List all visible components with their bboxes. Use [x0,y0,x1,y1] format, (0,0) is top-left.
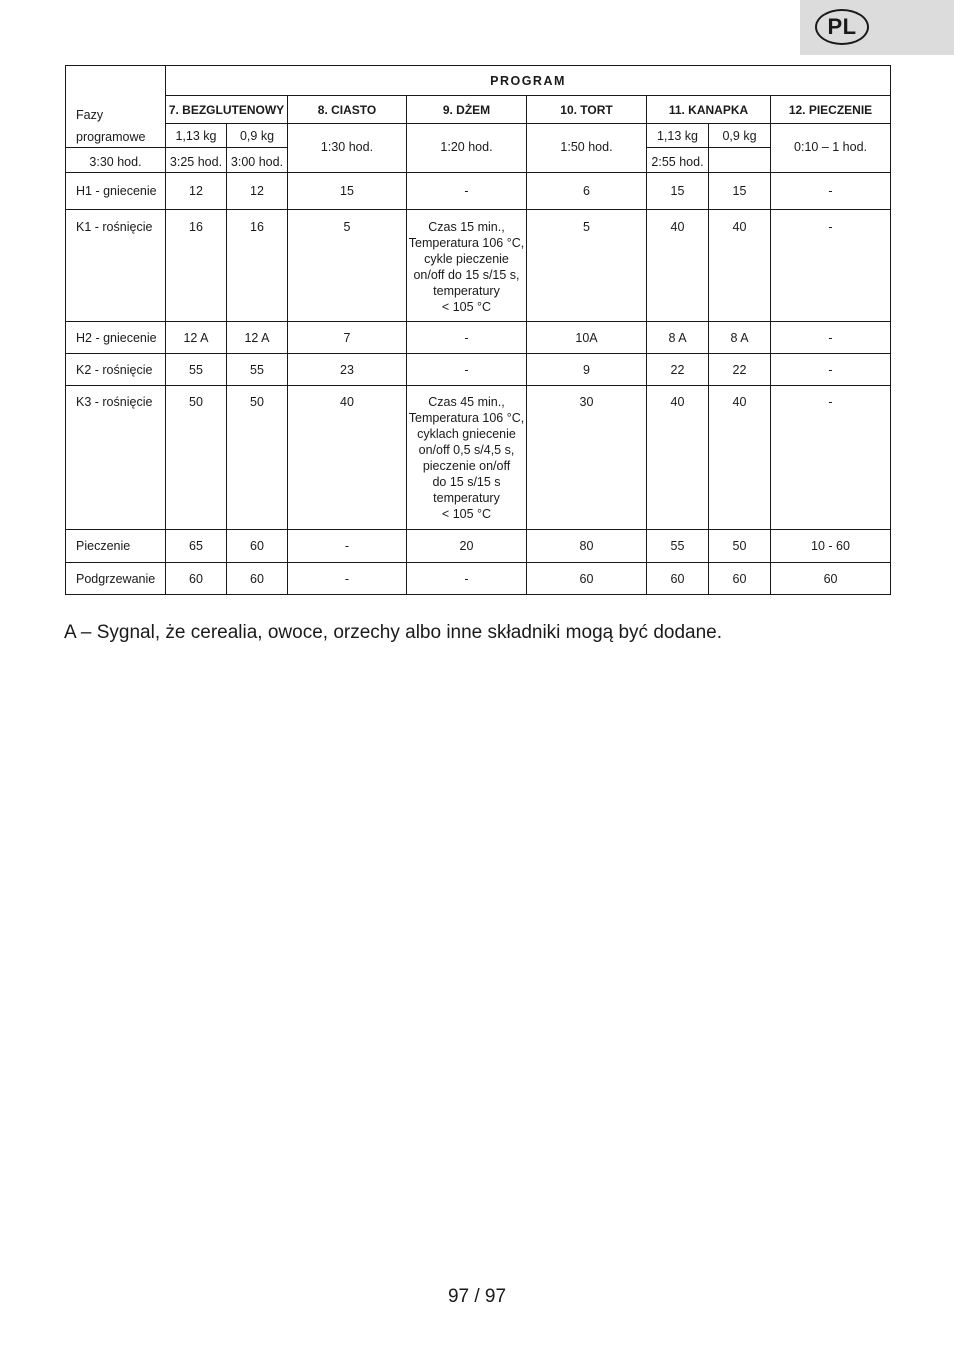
table-cell: 9 [527,354,647,386]
table-cell: 60 [771,563,891,595]
table-cell: 12 [166,173,227,210]
row-label: H1 - gniecenie [66,173,166,210]
table-cell: 15 [288,173,407,210]
table-cell: 15 [647,173,709,210]
table-cell: 40 [709,386,771,530]
table-cell: 60 [709,563,771,595]
table-cell: - [771,173,891,210]
table-cell: 10 - 60 [771,530,891,563]
duration-cell: 1:20 hod. [407,124,527,173]
table-row [66,173,891,210]
table-cell: 12 [227,173,288,210]
row-label: Pieczenie [66,530,166,563]
table-row [66,322,891,354]
multiline-text: Czas 15 min., Temperatura 106 °C, cykle pieczenie on/off do 15 s/15 s, temperatury < 105 °C [408,220,525,314]
duration-cell: 1:50 hod. [527,124,647,173]
language-badge: PL [815,9,869,45]
table-cell: 30 [527,386,647,530]
table-row [66,530,891,563]
table-cell: - [407,563,527,595]
duration-cell: 3:30 hod. [66,148,166,173]
table-cell: 40 [709,210,771,322]
row-label: Podgrzewanie [66,563,166,595]
weight-cell: 1,13 kg [647,124,709,148]
table-cell: - [771,210,891,322]
table-row [66,354,891,386]
phase-label-cell [66,66,166,148]
multiline-text: Czas 45 min., Temperatura 106 °C, cyklach gniecenie on/off 0,5 s/4,5 s, pieczenie on/off do 15 s/15 s temperatury < 105 °C [408,395,525,521]
program-title: PROGRAM [166,66,891,96]
weight-cell: 0,9 kg [709,124,771,148]
table-cell: 6 [527,173,647,210]
table-cell: 65 [166,530,227,563]
footnote: A – Sygnal, że cerealia, owoce, orzechy albo inne składniki mogą być dodane. [64,622,723,643]
table-cell: 40 [647,210,709,322]
table-cell: 20 [407,530,527,563]
table-cell: 60 [227,563,288,595]
table-cell: 80 [527,530,647,563]
table-cell: 10A [527,322,647,354]
duration-cell: 0:10 – 1 hod. [771,124,891,173]
table-cell: - [771,354,891,386]
weight-cell: 0,9 kg [227,124,288,148]
row-label: H2 - gniecenie [66,322,166,354]
program-header: 12. PIECZENIE [771,96,891,124]
table-cell: 40 [288,386,407,530]
table-cell: - [771,322,891,354]
weight-cell: 1,13 kg [166,124,227,148]
duration-cell: 1:30 hod. [288,124,407,173]
table-row [66,386,891,530]
phase-label-line2: programowe [76,130,146,144]
table-cell: 22 [709,354,771,386]
table-cell: 55 [227,354,288,386]
row-label: K2 - rośnięcie [66,354,166,386]
table-cell: 23 [288,354,407,386]
table-cell: - [288,530,407,563]
table-cell: 40 [647,386,709,530]
table-cell: 50 [709,530,771,563]
table-cell: 15 [709,173,771,210]
program-header: 9. DŻEM [407,96,527,124]
phase-label-line1: Fazy [76,108,104,122]
table-cell: - [407,354,527,386]
table-cell: 16 [166,210,227,322]
language-tab [800,0,954,55]
row-label: K3 - rośnięcie [66,386,166,530]
row-label: K1 - rośnięcie [66,210,166,322]
table-row [66,210,891,322]
table-cell: 60 [527,563,647,595]
table-cell: 22 [647,354,709,386]
table-cell: 60 [647,563,709,595]
table-row [66,563,891,595]
program-table [65,65,891,595]
table-cell: - [407,322,527,354]
table-cell [407,210,527,322]
page-number: 97 / 97 [447,1286,507,1307]
table-cell: 50 [227,386,288,530]
table-cell: 8 A [647,322,709,354]
table-cell: 50 [166,386,227,530]
duration-cell: 2:55 hod. [647,148,709,173]
table-cell: 55 [647,530,709,563]
table-cell: - [771,386,891,530]
table-cell: 5 [527,210,647,322]
table-cell: 8 A [709,322,771,354]
table-cell: 60 [166,563,227,595]
table-cell: - [407,173,527,210]
table-cell: 5 [288,210,407,322]
program-header: 11. KANAPKA [647,96,771,124]
table-cell: - [288,563,407,595]
table-cell: 60 [227,530,288,563]
table-cell: 55 [166,354,227,386]
table-cell: 12 A [227,322,288,354]
table-cell: 16 [227,210,288,322]
table-cell [407,386,527,530]
program-header: 8. CIASTO [288,96,407,124]
program-header: 10. TORT [527,96,647,124]
program-header: 7. BEZGLUTENOWY [166,96,288,124]
duration-cell: 3:00 hod. [227,148,288,173]
duration-cell: 3:25 hod. [166,148,227,173]
table-cell: 7 [288,322,407,354]
table-cell: 12 A [166,322,227,354]
